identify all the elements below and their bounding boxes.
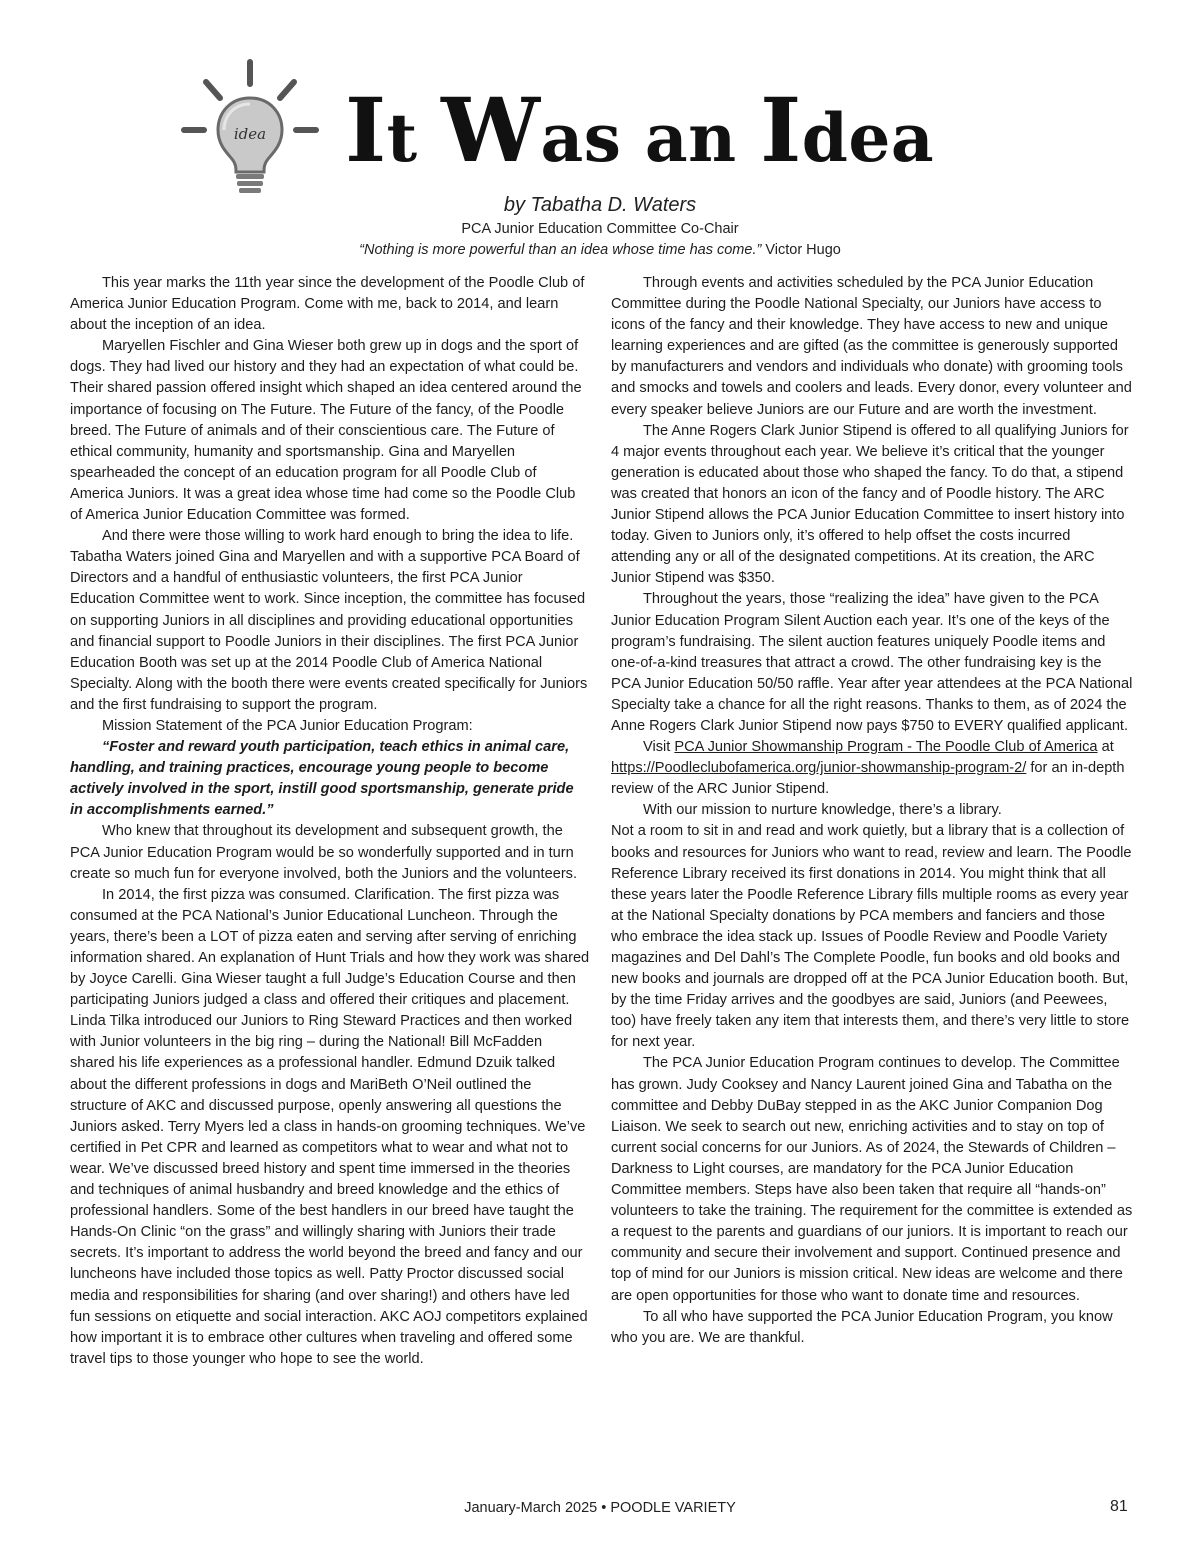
page-footer: January-March 2025 • POODLE VARIETY xyxy=(464,1500,736,1516)
paragraph: Who knew that throughout its development and subsequent growth, the PCA Junior Education Program would be so wonderfully supported and in turn create so much fun for everyone involved, both the Juniors and the volunteers. xyxy=(70,823,578,882)
quote-author: Victor Hugo xyxy=(761,242,841,258)
title-text: dea xyxy=(801,99,935,177)
paragraph: Throughout the years, those “realizing the idea” have given to the PCA Junior Education Program Silent Auction each year. It’s one of the keys of the program’s fundraising. The silent auction features uniquely Poodle items and one-of-a-kind treasures that attract a crowd. The other fundraising key is the PCA Junior Education 50/50 raffle. Year after year attendees at the PCA National Specialty take a chance for all the right reasons. Thanks to them, as of 2024 the Anne Rogers Clark Junior Stipend now pays $750 to EVERY qualified applicant. xyxy=(611,591,1133,734)
page-number: 81 xyxy=(1110,1498,1128,1515)
paragraph: The Anne Rogers Clark Junior Stipend is offered to all qualifying Juniors for 4 major events throughout each year. We believe it’s critical that the younger generation is educated about those who shaped the fancy. To do that, a stipend was created that honors an icon of the fancy and of Poodle history. The ARC Junior Stipend allows the PCA Junior Education Committee to insert history into today. Given to Juniors only, it’s offered to help offset the costs incurred attending any or all of the designated competitions. At its creation, the ARC Junior Stipend was $350. xyxy=(611,422,1129,587)
text: Visit xyxy=(643,739,675,756)
paragraph: To all who have supported the PCA Junior Education Program, you know who you are. We are thankful. xyxy=(611,1308,1113,1346)
right-column xyxy=(611,273,1133,1349)
byline: by Tabatha D. Waters xyxy=(503,194,697,216)
paragraph-with-links xyxy=(611,737,1133,800)
mission-statement: “Foster and reward youth participation, teach ethics in animal care, handling, and training practices, encourage young people to become actively involved in the sport, instill good sportsmanship, generate pride in accomplishments earned.” xyxy=(70,739,574,819)
paragraph: This year marks the 11th year since the development of the Poodle Club of America Junior Education Program. Come with me, back to 2014, and learn about the inception of an idea. xyxy=(70,275,585,334)
paragraph: Not a room to sit in and read and work quietly, but a library that is a collection of books and resources for Juniors who want to read, review and learn. The Poodle Reference Library received its first donations in 2014. You might think that all these years later the Poodle Reference Library fills multiple rooms as every year at the National Specialty donations by PCA members and fanciers and those who embrace the idea stack up. Issues of Poodle Review and Poodle Variety magazines and Del Dahl’s The Complete Poodle, fun books and old books and new books and journals are dropped off at the PCA Junior Education booth. But, by the time Friday arrives and the goodbyes are said, Juniors (and Peewees, too) have freely taken any item that interests them, and there’s very little to store for next year. xyxy=(611,823,1132,1051)
paragraph: Mission Statement of the PCA Junior Education Program: xyxy=(102,717,473,734)
title-text: t xyxy=(386,99,442,177)
paragraph: Maryellen Fischler and Gina Wieser both grew up in dogs and the sport of dogs. They had lived our history and they had an expectation of what could be. Their shared passion offered insight which shaped an idea centered around the importance of focusing on The Future. The Future of the fancy, of the Poodle breed. The Future of animals and of their conscientious care. The Future of ethical community, humanity and sportsmanship. Gina and Maryellen spearheaded the concept of an education program for all Poodle Club of America Juniors. It was a great idea whose time had come so the Poodle Club of America Junior Education Committee was formed. xyxy=(70,338,582,524)
paragraph: The PCA Junior Education Program continues to develop. The Committee has grown. Judy Cooksey and Nancy Laurent joined Gina and Tabatha on the committee and Debby DuBay stepped in as the AKC Junior Companion Dog Liaison. We seek to search out new, enriching activities and to stay on top of current social concerns for our Juniors. As of 2024, the Stewards of Children – Darkness to Light courses, are mandatory for the PCA Junior Education Committee members. Steps have also been taken that require all “hands-on” volunteers to take the training. The requirement for the committee is extended as a request to the parents and guardians of our juniors. It is important to reach our community and secure their involvement and support. Continued presence and top of mind for our Juniors is mission critical. New ideas are welcome and there are open opportunities for those who want to donate time and resources. xyxy=(611,1055,1133,1304)
bulb-label: idea xyxy=(233,125,267,143)
paragraph: With our mission to nurture knowledge, there’s a library. xyxy=(643,802,1002,819)
article-title xyxy=(345,78,934,182)
epigraph-quote xyxy=(0,242,1200,258)
paragraph: In 2014, the first pizza was consumed. Clarification. The first pizza was consumed at the PCA National’s Junior Educational Luncheon. Through the years, there’s been a LOT of pizza eaten and serving after serving of enriching information shared. An explanation of Hunt Trials and how they work was shared by Joyce Carelli. Gina Wieser taught a full Judge’s Education Course and then participating Juniors judged a class and offered their critiques and placement. Linda Tilka introduced our Juniors to Ring Steward Practices and then worked with Junior volunteers in the big ring – during the National! Bill McFadden shared his life experiences as a professional handler. Edmund Dzuik talked about the different professions in dogs and MariBeth O’Neil outlined the structure of AKC and discussed purpose, openly answering all questions the Juniors asked. Terry Myers led a class in hands-on grooming techniques. We’ve certified in Pet CPR and learned as competitors what to wear and what not to wear. We’ve discussed breed history and spent time immersed in the theories and techniques of animal husbandry and breed knowledge and the ethics of professional handlers. Some of the best handlers in our breed have taught the Hands-On Clinic “on the grass” and willingly sharing with Juniors their trade secrets. It’s important to address the world beyond the breed and fancy and our luncheons have included those topics as well. Patty Proctor discussed social media and responsibilities for sharing (and over sharing!) and others have led fun sessions on etiquette and social interaction. AKC AOJ competitors explained how important it is to embrace other cultures when traveling and offered some travel tips to those younger who hope to see the world. xyxy=(70,886,590,1367)
lightbulb-idea-icon xyxy=(178,58,323,198)
author-role: PCA Junior Education Committee Co-Chair xyxy=(461,221,739,237)
title-letter: I xyxy=(760,78,802,182)
program-url-link[interactable]: https://Poodleclubofamerica.org/junior-showmanship-program-2/ xyxy=(611,760,1027,777)
text: at xyxy=(1097,739,1114,756)
title-text: as an xyxy=(540,99,761,177)
program-page-link[interactable]: PCA Junior Showmanship Program - The Poodle Club of America xyxy=(674,739,1098,756)
paragraph: And there were those willing to work hard enough to bring the idea to life. Tabatha Waters joined Gina and Maryellen and with a supportive PCA Board of Directors and a handful of enthusiastic volunteers, the first PCA Junior Education Committee went to work. Since inception, the committee has focused on supporting Juniors in all disciplines and providing educational opportunities and financial support to Poodle Juniors in their disciplines. The first PCA Junior Education Booth was set up at the 2014 Poodle Club of America National Specialty. Along with the booth there were events created specifically for Juniors and the first fundraising to support the program. xyxy=(70,528,588,713)
title-letter: I xyxy=(345,78,387,182)
article-header xyxy=(0,0,1200,270)
left-column xyxy=(70,273,590,1370)
title-letter: W xyxy=(441,78,541,182)
text: for an in-depth review of the ARC Junior Stipend. xyxy=(611,760,1125,798)
quote-text: “Nothing is more powerful than an idea whose time has come.” xyxy=(359,242,762,258)
paragraph: Through events and activities scheduled by the PCA Junior Education Committee during the Poodle National Specialty, our Juniors have access to icons of the fancy and their knowledge. They have access to new and unique learning experiences and are gifted (as the committee is generously supported by manufacturers and vendors and individuals who donate) with grooming tools and smocks and towels and coolers and leads. Every donor, every volunteer and every speaker believe Juniors are our Future and are worth the investment. xyxy=(611,275,1132,418)
